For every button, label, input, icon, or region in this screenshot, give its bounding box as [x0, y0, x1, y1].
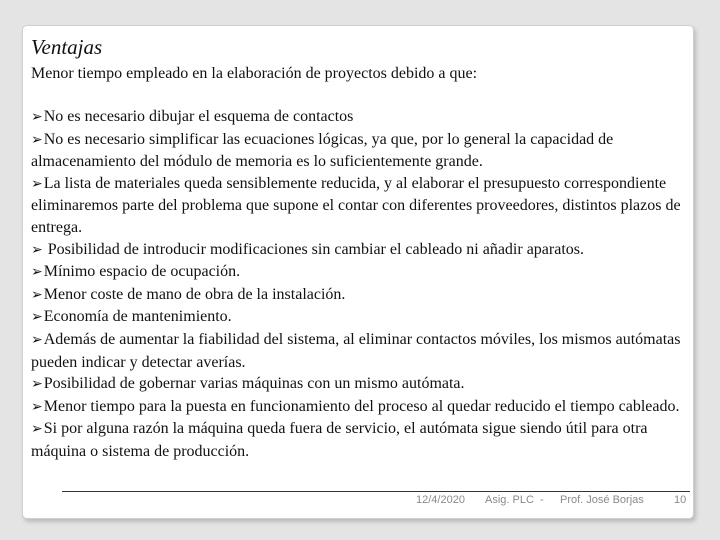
arrow-right-icon: ➢: [31, 421, 43, 438]
bullet-text: Economía de mantenimiento.: [43, 308, 232, 326]
slide-subtitle: Menor tiempo empleado en la elaboración de proyectos debido a que:: [31, 65, 478, 82]
bullet-item: [31, 329, 693, 373]
bullet-text: Además de aumentar la fiabilidad del sistema, al eliminar contactos móviles, los mismos autómatas pueden indicar y detectar averías.: [31, 330, 681, 371]
arrow-right-icon: ➢: [31, 131, 43, 148]
arrow-right-icon: ➢: [31, 309, 43, 326]
bullet-text: Posibilidad de gobernar varias máquinas con un mismo autómata.: [43, 375, 465, 393]
page-number: 10: [674, 494, 687, 506]
footer-course: Asig. PLC: [485, 494, 534, 506]
bullet-item: [31, 239, 693, 262]
bullet-text: Mínimo espacio de ocupación.: [43, 263, 241, 281]
bullet-text: Menor tiempo para la puesta en funcionamiento del proceso al quedar reducido el tiempo cableado.: [43, 397, 680, 415]
bullet-text: La lista de materiales queda sensiblemente reducida, y al elaborar el presupuesto correspondiente eliminaremos parte del problema que supone el contar con diferentes proveedores, distintos plazos de entrega.: [31, 174, 681, 236]
bullet-item: [31, 173, 693, 239]
arrow-right-icon: ➢: [31, 376, 43, 393]
bullet-list: [31, 106, 693, 463]
bullet-item: [31, 373, 693, 396]
slide-title: Ventajas: [31, 35, 103, 59]
arrow-right-icon: ➢: [31, 331, 43, 348]
bullet-item: [31, 129, 693, 173]
bullet-item: [31, 306, 693, 329]
arrow-right-icon: ➢: [31, 286, 43, 303]
bullet-item: [31, 106, 693, 129]
arrow-right-icon: ➢: [31, 264, 43, 281]
arrow-right-icon: ➢: [31, 175, 43, 192]
bullet-item: [31, 261, 693, 284]
bullet-item: [31, 284, 693, 307]
arrow-right-icon: ➢: [31, 398, 43, 415]
bullet-text: No es necesario dibujar el esquema de contactos: [43, 108, 354, 125]
footer-author: Prof. José Borjas: [560, 494, 644, 506]
arrow-right-icon: ➢: [31, 109, 43, 125]
arrow-right-icon: ➢: [31, 241, 43, 258]
bullet-text: Si por alguna razón la máquina queda fuera de servicio, el autómata sigue siendo útil para otra máquina o sistema de producción.: [31, 420, 648, 460]
footer-separator: -: [540, 494, 544, 506]
bullet-item: [31, 418, 693, 462]
bullet-text: No es necesario simplificar las ecuaciones lógicas, ya que, por lo general la capacidad de almacenamiento del módulo de memoria es lo suficientemente grande.: [31, 130, 614, 171]
bullet-text: Menor coste de mano de obra de la instalación.: [43, 285, 346, 303]
footer-divider: [62, 491, 690, 492]
bullet-text: Posibilidad de introducir modificaciones sin cambiar el cableado ni añadir aparatos.: [43, 240, 584, 258]
footer-date: 12/4/2020: [416, 494, 465, 506]
bullet-item: [31, 396, 693, 419]
